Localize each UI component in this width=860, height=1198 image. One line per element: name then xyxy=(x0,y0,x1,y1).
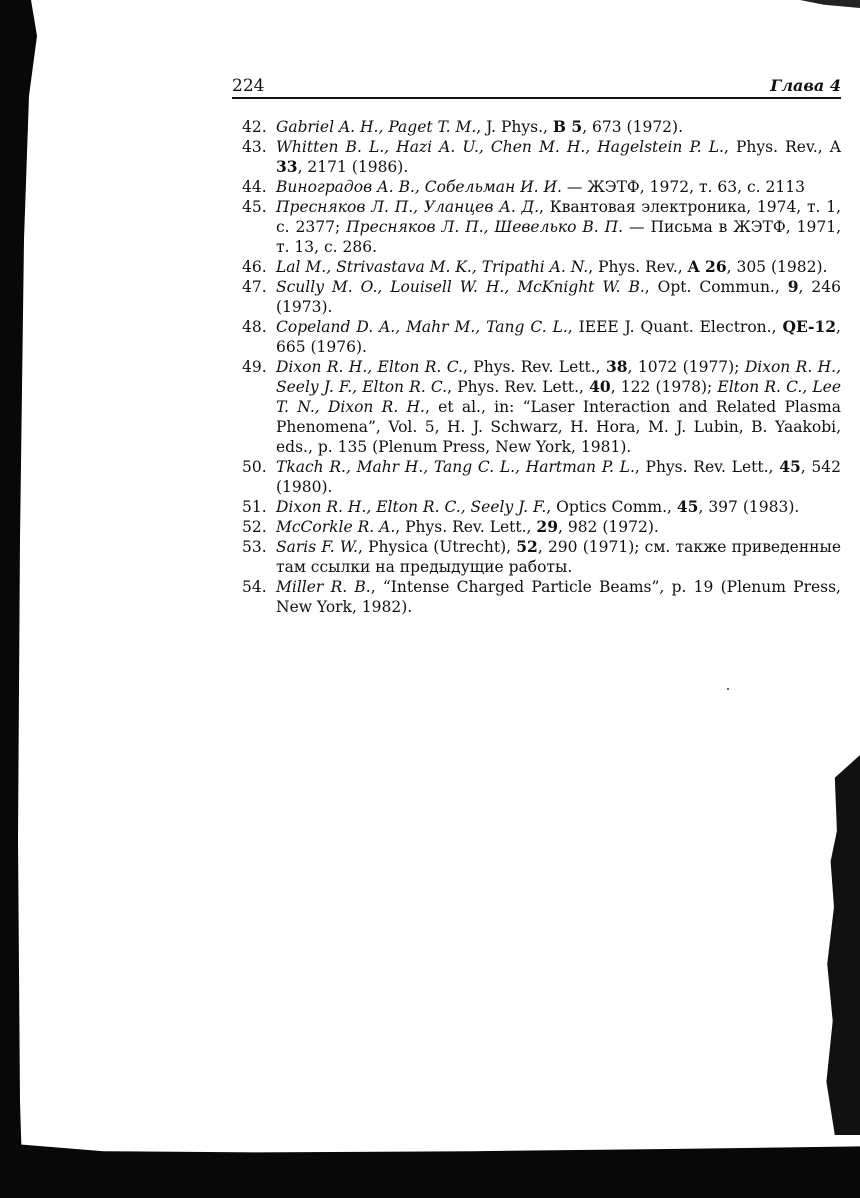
reference-text: — Письма в ЖЭТФ, 1971, т. 13, с. 286. xyxy=(276,218,841,256)
reference-text: , 2171 (1986). xyxy=(297,158,409,176)
reference-item xyxy=(232,277,841,317)
reference-text: — ЖЭТФ, 1972, т. 63, с. 2113 xyxy=(561,178,805,196)
reference-text: , Phys. Rev., xyxy=(588,258,688,276)
reference-text: , “Intense Charged Particle Beams”, p. 19 (Plenum Press, New York, 1982). xyxy=(276,578,841,616)
reference-item xyxy=(232,357,841,457)
reference-authors: Lal M., Strivastava M. K., Tripathi A. N. xyxy=(276,258,589,276)
reference-number: 49. xyxy=(242,358,267,376)
reference-authors: Dixon R. H., Elton R. C., Seely J. F. xyxy=(276,498,547,516)
reference-text: , Phys. Rev. Lett., xyxy=(462,358,606,376)
reference-volume: 9 xyxy=(787,277,799,296)
reference-number: 47. xyxy=(242,278,267,296)
reference-text: , 305 (1982). xyxy=(726,258,828,276)
reference-item xyxy=(232,117,841,137)
reference-volume: QE-12 xyxy=(782,317,837,336)
reference-item xyxy=(232,497,841,517)
reference-text: , Physica (Utrecht), xyxy=(357,538,517,556)
scan-speck xyxy=(727,688,729,690)
reference-text: , 1072 (1977); xyxy=(627,358,745,376)
reference-authors: McCorkle R. A. xyxy=(276,518,396,536)
reference-text: , et al., in: “Laser Interaction and Related Plasma Phenomena”, Vol. 5, H. J. Schwarz, H. Hora, M. J. Lubin, B. Yaakobi, eds., p. 135 (Plenum Press, New York, 1981). xyxy=(276,398,842,456)
reference-text: , Optics Comm., xyxy=(546,498,677,516)
reference-number: 44. xyxy=(242,178,267,196)
reference-text: , Opt. Commun., xyxy=(644,278,788,296)
reference-list xyxy=(232,117,841,617)
reference-authors: Scully M. O., Louisell W. H., McKnight W. B. xyxy=(276,278,645,296)
reference-number: 42. xyxy=(242,118,267,136)
reference-text: , J. Phys., xyxy=(476,118,553,136)
chapter-title: Глава 4 xyxy=(770,76,841,95)
reference-number: 46. xyxy=(242,258,267,276)
reference-text: , 290 (1971); см. также приведенные там ссылки на предыдущие работы. xyxy=(276,538,841,576)
reference-item xyxy=(232,137,841,177)
reference-item xyxy=(232,457,841,497)
reference-volume: B 5 xyxy=(552,117,583,136)
reference-volume: 52 xyxy=(516,537,538,556)
reference-text: , Phys. Rev. Lett., xyxy=(395,518,537,536)
reference-number: 43. xyxy=(242,138,267,156)
reference-item xyxy=(232,177,841,197)
reference-item xyxy=(232,257,841,277)
scan-shadow-bottom xyxy=(0,1138,860,1198)
reference-number: 54. xyxy=(242,578,267,596)
reference-text: , 397 (1983). xyxy=(698,498,800,516)
reference-volume: A 26 xyxy=(687,257,727,276)
reference-authors: Miller R. B. xyxy=(276,578,371,596)
reference-volume: 45 xyxy=(779,457,801,476)
reference-authors: Whitten B. L., Hazi A. U., Chen M. H., Hagelstein P. L. xyxy=(276,138,724,156)
reference-volume: 33 xyxy=(276,157,298,176)
reference-authors: Пресняков Л. П., Уланцев А. Д. xyxy=(276,198,540,216)
reference-item xyxy=(232,577,841,617)
scan-shadow-left xyxy=(0,0,50,1198)
page-number: 224 xyxy=(232,76,265,96)
reference-text: , IEEE J. Quant. Electron., xyxy=(567,318,783,336)
reference-text: , 982 (1972). xyxy=(557,518,659,536)
reference-item xyxy=(232,517,841,537)
running-header xyxy=(232,76,841,98)
scan-shadow-right xyxy=(818,755,860,1135)
reference-number: 53. xyxy=(242,538,267,556)
header-rule xyxy=(232,97,841,99)
reference-text: , Phys. Rev. Lett., xyxy=(634,458,780,476)
reference-text: , 665 (1976). xyxy=(276,318,841,356)
reference-text: , Квантовая электроника, 1974, т. 1, с. 2377; xyxy=(276,198,841,236)
reference-item xyxy=(232,197,841,257)
reference-volume: 45 xyxy=(676,497,699,516)
reference-text: , 122 (1978); xyxy=(610,378,718,396)
reference-text: , Phys. Rev., A xyxy=(723,138,841,156)
reference-volume: 29 xyxy=(536,517,558,536)
reference-volume: 40 xyxy=(589,377,611,396)
reference-item xyxy=(232,537,841,577)
reference-item xyxy=(232,317,841,357)
reference-text: , 542 (1980). xyxy=(276,458,841,496)
reference-number: 51. xyxy=(242,498,267,516)
reference-volume: 38 xyxy=(605,357,628,376)
reference-number: 50. xyxy=(242,458,267,476)
reference-number: 52. xyxy=(242,518,267,536)
reference-authors: Dixon R. H., Seely J. F., Elton R. C. xyxy=(276,358,842,396)
reference-authors: Saris F. W. xyxy=(276,538,358,556)
reference-authors: Copeland D. A., Mahr M., Tang C. L. xyxy=(276,318,568,336)
reference-authors: Пресняков Л. П., Шевелько В. П. xyxy=(346,218,624,236)
reference-number: 48. xyxy=(242,318,267,336)
scan-shadow-top-right xyxy=(800,0,860,8)
reference-authors: Tkach R., Mahr H., Tang C. L., Hartman P. L. xyxy=(276,458,635,476)
reference-text: , 246 (1973). xyxy=(276,278,841,316)
reference-authors: Dixon R. H., Elton R. C. xyxy=(276,358,463,376)
reference-authors: Виноградов А. В., Собельман И. И. xyxy=(276,178,562,196)
reference-authors: Gabriel A. H., Paget T. M. xyxy=(276,118,477,136)
reference-number: 45. xyxy=(242,198,267,216)
reference-text: , Phys. Rev. Lett., xyxy=(447,378,590,396)
reference-text: , 673 (1972). xyxy=(582,118,684,136)
reference-authors: Elton R. C., Lee T. N., Dixon R. H. xyxy=(276,378,842,416)
